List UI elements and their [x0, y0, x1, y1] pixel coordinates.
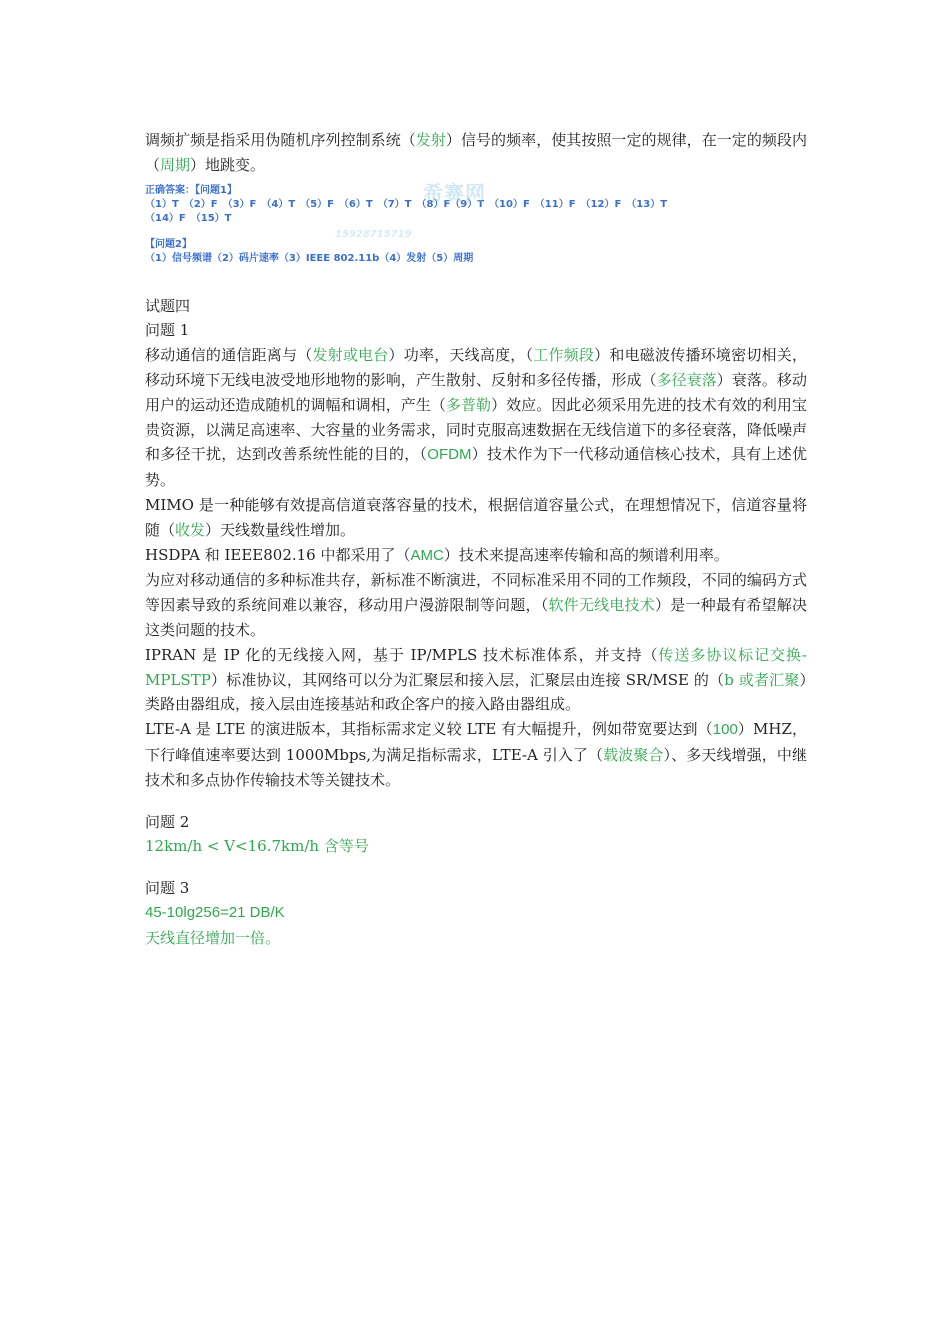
- section-title: 试题四: [145, 296, 191, 315]
- question-3-answer-1: 45-10lg256=21 DB/K: [145, 903, 285, 921]
- question-1-title: 问题 1: [145, 321, 190, 340]
- answer-fill: 传送多协议标记交换-MPLSTP: [145, 645, 807, 689]
- spacer: [145, 859, 807, 876]
- answer-fill: OFDM: [427, 446, 472, 464]
- q1-paragraph-2: [145, 493, 807, 543]
- answer-fill: 发射: [415, 131, 446, 149]
- text: IPRAN 是 IP 化的无线接入网，基于 IP/MPLS 技术标准体系，并支持（: [145, 645, 659, 664]
- text: ）和电磁波传播环境密切相关，移动环境下无线电波受地形地物的影响，产生散射、反射和多径传播，形成（: [145, 346, 807, 389]
- answer-fill: 多径衰落: [656, 370, 717, 389]
- text: ）天线数量线性增加。: [205, 520, 356, 539]
- text: 移动通信的通信距离与（: [145, 346, 313, 365]
- answer-fill: 工作频段: [533, 346, 595, 365]
- spacer: [145, 270, 807, 294]
- watermark-phone: 15928715719: [335, 228, 412, 240]
- q1-paragraph-1: [145, 343, 807, 493]
- question-2-title: 问题 2: [145, 812, 190, 831]
- question-2-answer: 12km/h < V<16.7km/h 含等号: [145, 837, 369, 856]
- answer-fill: 发射或电台: [312, 346, 389, 365]
- question-3-title: 问题 3: [145, 879, 190, 898]
- answer-key-row: （14）F （15）T: [145, 212, 232, 224]
- intro-text-3: ）地跳变。: [190, 155, 266, 174]
- answer-fill: 收发: [175, 520, 206, 539]
- text: MIMO 是一种能够有效提高信道衰落容量的技术，根据信道容量公式，在理想情况下，信道容量将随（: [145, 495, 807, 539]
- text: ）效应。因此必须采用先进的技术有效的利用宝贵资源，以满足高速率、大容量的业务需求，同时克服高速数据在无线信道下的多径衰落，降低噪声和多径干扰，达到改善系统性能的目的，（: [145, 395, 807, 464]
- answer-fill: AMC: [410, 546, 444, 564]
- text: 为应对移动通信的多种标准共存，新标准不断演进，不同标准采用不同的工作频段，不同的编码方式等因素导致的系统间难以兼容，移动用户漫游限制等问题，（: [145, 571, 807, 615]
- answer-key-row: （1）信号频谱（2）码片速率（3）IEEE 802.11b（4）发射（5）周期: [145, 252, 474, 264]
- answer-key-image: [145, 180, 668, 270]
- answer-key-row: （1）T （2）F （3）F （4）T （5）F （6）T （7）T （8）F（9）T （10）F （11）F （12）F （13）T: [145, 198, 668, 210]
- text: ）、多天线增强，中继技术和多点协作传输技术等关键技术。: [145, 745, 807, 789]
- answer-key-row: 【问题2】: [145, 238, 192, 250]
- intro-text-1: 调频扩频是指采用伪随机序列控制系统（: [145, 131, 416, 149]
- answer-fill: 载波聚合: [603, 745, 664, 764]
- intro-paragraph: [145, 128, 807, 178]
- text: HSDPA 和 IEEE802.16 中都采用了（: [145, 545, 411, 564]
- answer-fill: 100: [712, 721, 738, 739]
- q1-paragraph-4: [145, 568, 807, 642]
- text: ）技术作为下一代移动通信核心技术，具有上述优势。: [145, 445, 807, 490]
- answer-fill: 软件无线电技术: [548, 596, 655, 615]
- answer-fill: 多普勒: [445, 395, 492, 414]
- text: LTE-A 是 LTE 的演进版本，其指标需求定义较 LTE 有大幅提升，例如带宽要达到（: [145, 720, 713, 739]
- answer-fill: b 或者汇聚: [724, 670, 800, 689]
- text: ）是一种最有希望解决这类问题的技术。: [145, 596, 807, 639]
- q1-paragraph-5: [145, 643, 807, 717]
- spacer: [145, 793, 807, 810]
- watermark-logo: 希赛网: [423, 180, 486, 205]
- q1-paragraph-6: [145, 717, 807, 792]
- intro-text-2: ）信号的频率，使其按照一定的规律，在一定的频段内（: [145, 131, 807, 174]
- text: ）功率，天线高度，（: [388, 346, 534, 365]
- answer-key-row: 正确答案：【问题1】: [145, 184, 237, 196]
- q1-paragraph-3: [145, 543, 807, 569]
- text: ）MHZ，下行峰值速率要达到 1000Mbps,为满足指标需求，LTE-A 引入了（: [145, 720, 807, 764]
- text: ）标准协议，其网络可以分为汇聚层和接入层，汇聚层由连接 SR/MSE 的（: [210, 670, 725, 689]
- answer-fill: 周期: [160, 155, 191, 174]
- text: ）类路由器组成，接入层由连接基站和政企客户的接入路由器组成。: [145, 670, 808, 714]
- document-page: [145, 128, 807, 951]
- question-3-answer-2: 天线直径增加一倍。: [145, 928, 281, 947]
- text: ）衰落。移动用户的运动还造成随机的调幅和调相，产生（: [145, 370, 807, 414]
- text: ）技术来提高速率传输和高的频谱利用率。: [443, 545, 729, 564]
